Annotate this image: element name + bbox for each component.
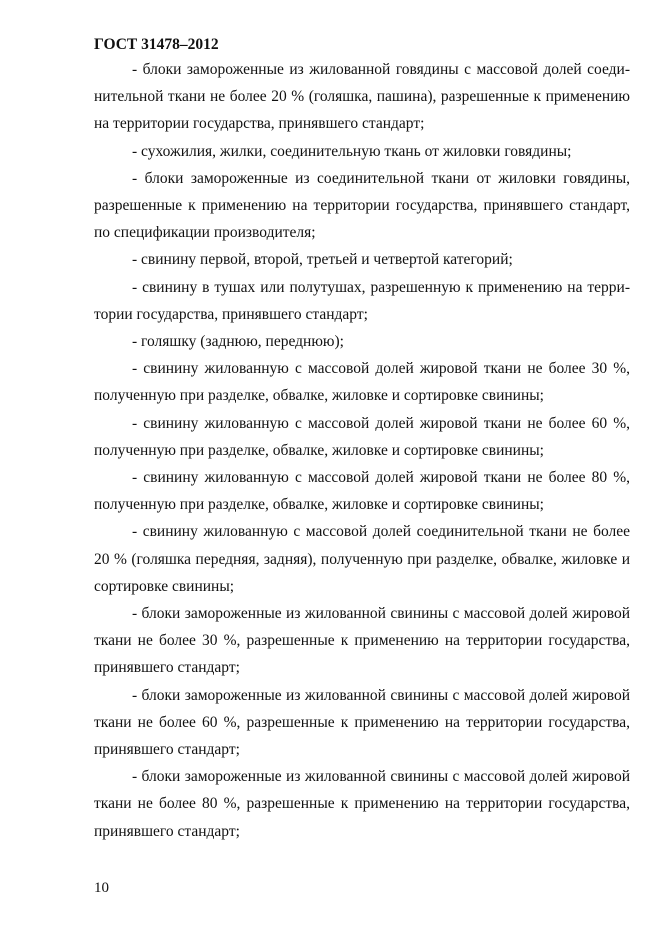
list-item: - блоки замороженные из соединительной ткани от жиловки говядины, разрешенные к применению на территории государства, принявшего стандарт, по спецификации производителя;	[94, 169, 630, 242]
list-item: - свинину жилованную с массовой долей жировой ткани не более 30 %, полученную при разделке, обвалке, жиловке и сортировке свинины;	[94, 360, 630, 405]
document-body	[94, 56, 630, 845]
document-header: ГОСТ 31478–2012	[94, 36, 219, 53]
list-item: - блоки замороженные из жилованной свинины с массовой долей жировой ткани не более 80 %, разрешенные к применению на территории государства, принявшего стандарт;	[94, 768, 630, 840]
page-number: 10	[94, 880, 109, 896]
list-item: - свинину жилованную с массовой долей жировой ткани не более 80 %, полученную при разделке, обвалке, жиловке и сортировке свинины;	[94, 469, 630, 514]
list-item: - свинину в тушах или полутушах, разрешенную к применению на терри-тории государства, принявшего стандарт;	[94, 278, 630, 323]
list-item: - блоки замороженные из жилованной свинины с массовой долей жировой ткани не более 30 %, разрешенные к применению на территории государства, принявшего стандарт;	[94, 605, 630, 677]
list-item: - свинину жилованную с массовой долей соединительной ткани не более 20 % (голяшка передняя, задняя), полученную при разделке, обвалке, жиловке и сортировке свинины;	[94, 523, 630, 595]
list-item: - свинину первой, второй, третьей и четвертой категорий;	[132, 251, 513, 269]
list-item: - сухожилия, жилки, соединительную ткань от жиловки говядины;	[132, 142, 572, 160]
list-item: - блоки замороженные из жилованной говядины с массовой долей соеди-нительной ткани не более 20 % (голяшка, пашина), разрешенные к применению на территории государства, принявшего стандарт;	[94, 61, 630, 133]
list-item: - голяшку (заднюю, переднюю);	[132, 333, 344, 351]
list-item: - свинину жилованную с массовой долей жировой ткани не более 60 %, полученную при разделке, обвалке, жиловке и сортировке свинины;	[94, 414, 630, 459]
list-item: - блоки замороженные из жилованной свинины с массовой долей жировой ткани не более 60 %, разрешенные к применению на территории государства, принявшего стандарт;	[94, 686, 630, 759]
